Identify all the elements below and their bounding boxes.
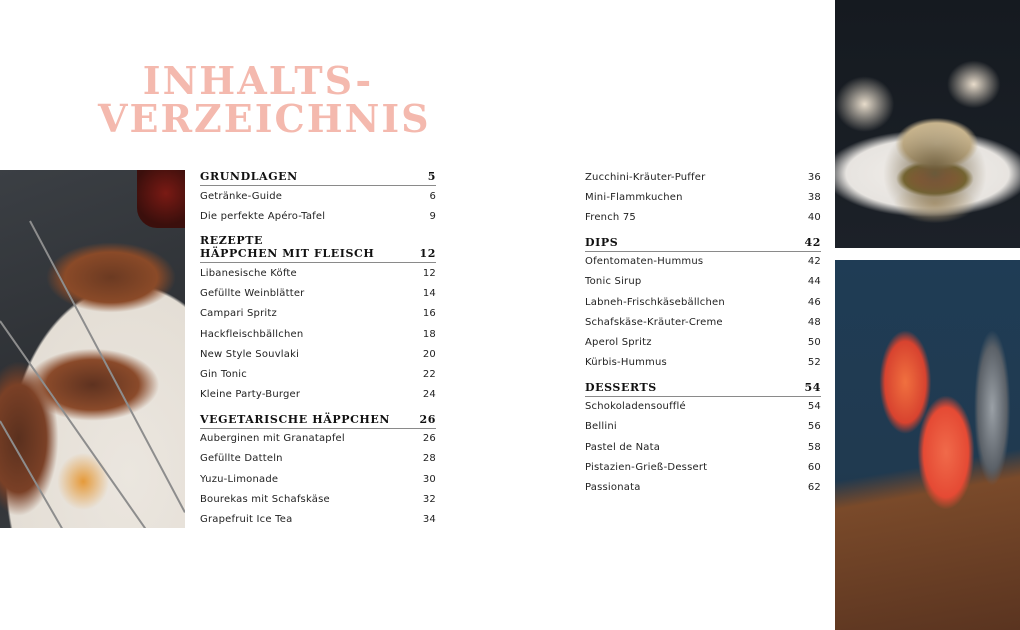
toc-entry[interactable] (200, 509, 436, 529)
toc-entry[interactable] (585, 187, 821, 207)
entry-label: French 75 (585, 211, 636, 223)
entry-label: Schokoladensoufflé (585, 401, 686, 413)
toc-section-heading[interactable] (585, 236, 821, 252)
toc-entry[interactable] (200, 469, 436, 489)
toc-section-heading[interactable] (585, 381, 821, 397)
toc-entry[interactable] (200, 263, 436, 283)
toc-entry[interactable] (200, 324, 436, 344)
spacer (585, 373, 821, 381)
entry-page: 50 (807, 336, 821, 348)
section-title: GRUNDLAGEN (200, 170, 298, 183)
entry-page: 12 (422, 267, 436, 279)
entry-page: 24 (422, 389, 436, 401)
entry-label: Passionata (585, 482, 641, 494)
toc-entry[interactable] (585, 207, 821, 227)
entry-label: Schafskäse-Kräuter-Creme (585, 316, 723, 328)
toc-entry[interactable] (585, 353, 821, 373)
skewer (0, 421, 76, 529)
section-title: REZEPTE (200, 234, 263, 248)
section-page: 26 (419, 412, 436, 426)
section-title: DESSERTS (585, 380, 657, 394)
section-title: HÄPPCHEN MIT FLEISCH (200, 247, 375, 261)
toc-entry[interactable] (200, 304, 436, 324)
spacer (200, 405, 436, 413)
kofte-photo (0, 170, 185, 528)
entry-page: 9 (429, 210, 436, 222)
toc-entry[interactable] (200, 364, 436, 384)
entry-page: 22 (422, 368, 436, 380)
entry-page: 14 (422, 288, 436, 300)
entry-page: 54 (807, 401, 821, 413)
entry-page: 34 (422, 514, 436, 526)
entry-page: 38 (807, 191, 821, 203)
toc-entry[interactable] (585, 332, 821, 352)
entry-page: 60 (807, 461, 821, 473)
toc-entry[interactable] (200, 385, 436, 405)
entry-page: 32 (422, 493, 436, 505)
toc-entry[interactable] (585, 292, 821, 312)
entry-label: Bellini (585, 421, 617, 433)
entry-page: 28 (422, 453, 436, 465)
toc-entry[interactable] (200, 284, 436, 304)
entry-page: 26 (422, 433, 436, 445)
entry-label: Getränke-Guide (200, 190, 283, 202)
entry-label: Mini-Flammkuchen (585, 191, 683, 203)
entry-page: 58 (807, 441, 821, 453)
section-page: 42 (804, 235, 821, 249)
entry-label: Libanesische Köfte (200, 267, 297, 279)
toc-entry[interactable] (200, 429, 436, 449)
entry-label: Labneh-Frischkäsebällchen (585, 296, 725, 308)
burger-photo (835, 0, 1020, 248)
entry-page: 44 (807, 276, 821, 288)
section-page: 5 (427, 170, 436, 183)
entry-page: 52 (807, 357, 821, 369)
entry-label: Bourekas mit Schafskäse (200, 493, 330, 505)
entry-page: 62 (807, 482, 821, 494)
toc-left-column (200, 170, 436, 530)
entry-label: Gin Tonic (200, 368, 247, 380)
toc-entry[interactable] (200, 206, 436, 226)
entry-page: 20 (422, 348, 436, 360)
entry-label: Grapefruit Ice Tea (200, 514, 293, 526)
toc-entry[interactable] (585, 477, 821, 497)
entry-page: 16 (422, 308, 436, 320)
title-line-1: INHALTS- (142, 58, 374, 103)
entry-page: 48 (807, 316, 821, 328)
entry-label: Hackfleischbällchen (200, 328, 304, 340)
entry-label: Pistazien-Grieß-Dessert (585, 461, 708, 473)
section-page: 12 (419, 247, 436, 261)
toc-section-heading[interactable] (200, 170, 436, 186)
toc-entry[interactable] (585, 437, 821, 457)
spacer (200, 226, 436, 234)
entry-label: Auberginen mit Granatapfel (200, 433, 345, 445)
entry-label: Kürbis-Hummus (585, 357, 667, 369)
section-title: DIPS (585, 235, 619, 249)
entry-label: Die perfekte Apéro-Tafel (200, 210, 326, 222)
toc-entry[interactable] (585, 417, 821, 437)
toc-entry[interactable] (200, 186, 436, 206)
title-line-2: VERZEICHNIS (98, 96, 431, 141)
entry-page: 36 (807, 171, 821, 183)
entry-label: Zucchini-Kräuter-Puffer (585, 171, 706, 183)
entry-label: Pastel de Nata (585, 441, 661, 453)
toc-section-heading[interactable] (200, 234, 436, 263)
entry-label: Tonic Sirup (585, 276, 642, 288)
entry-page: 46 (807, 296, 821, 308)
skewer (29, 221, 185, 513)
entry-page: 30 (422, 473, 436, 485)
entry-label: Campari Spritz (200, 308, 277, 320)
entry-label: Gefüllte Datteln (200, 453, 283, 465)
entry-label: Kleine Party-Burger (200, 389, 301, 401)
sauce-jar (137, 170, 185, 228)
page-title (98, 58, 431, 141)
toc-section-heading[interactable] (200, 413, 436, 429)
section-page: 54 (804, 380, 821, 394)
toc-entry[interactable] (585, 312, 821, 332)
toc-entry[interactable] (585, 167, 821, 187)
section-title: VEGETARISCHE HÄPPCHEN (200, 412, 391, 426)
entry-page: 56 (807, 421, 821, 433)
entry-page: 18 (422, 328, 436, 340)
entry-page: 6 (429, 190, 436, 202)
entry-label: Gefüllte Weinblätter (200, 288, 305, 300)
entry-label: New Style Souvlaki (200, 348, 300, 360)
entry-label: Aperol Spritz (585, 336, 652, 348)
spacer (585, 228, 821, 236)
entry-page: 42 (807, 256, 821, 268)
entry-page: 40 (807, 211, 821, 223)
entry-label: Ofentomaten-Hummus (585, 256, 704, 268)
toc-entry[interactable] (200, 489, 436, 509)
toc-entry[interactable] (585, 252, 821, 272)
toc-entry[interactable] (200, 449, 436, 469)
entry-label: Yuzu-Limonade (200, 473, 279, 485)
toc-entry[interactable] (585, 397, 821, 417)
spritz-photo (835, 260, 1020, 630)
toc-entry[interactable] (200, 344, 436, 364)
toc-entry[interactable] (585, 272, 821, 292)
skewer (0, 320, 185, 528)
toc-entry[interactable] (585, 457, 821, 477)
toc-right-column (585, 167, 821, 498)
